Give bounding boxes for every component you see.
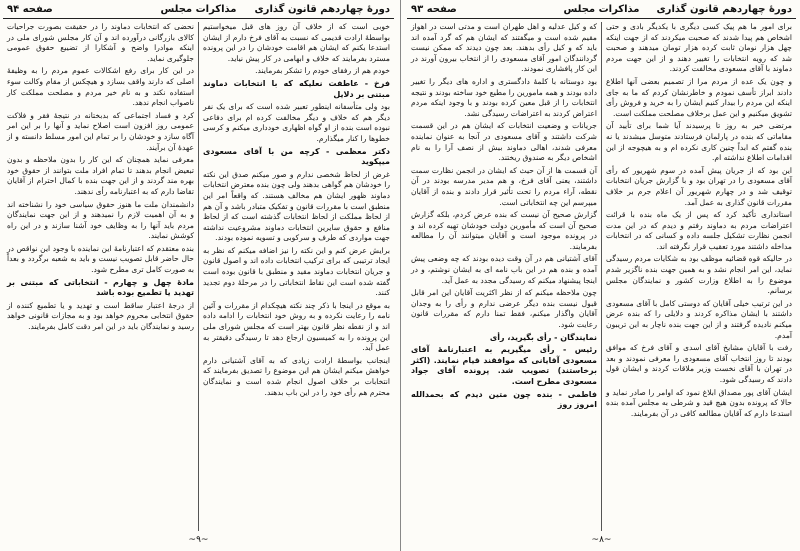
paragraph: چون ملاحظه میکنم که از نظر اکثریت آقایان این امر قابل قبول نیست بنده دیگر عرضی ندارم و رأی را به وجدان آقایان واگذار میکنم، فقط تمنا دارم که مقررات قانون رعایت شود. bbox=[411, 288, 597, 330]
page-93-body bbox=[407, 4, 796, 545]
paragraph: معرفی نماید همچنان که این کار را بدون ملاحظه و بدون تبعیض انجام بدهند تا تمام افراد ملت بتوانند از حقوق خود بهره مند گردند و از این جهت بنده با کمال احترام از آقایان تقاضا دارم که به اعتبارنامه رأی ندهند. bbox=[7, 155, 194, 196]
paragraph: نحضی که انتخابات دماوند را در حقیقت بصورت جراحیات کالای بازرگانی درآورده اند و آن کار مجلس شورای ملی در اینکه موادرا واضح و آشکارا از تضییع حقوق عمومی جلوگیری نماید. bbox=[7, 22, 194, 63]
paragraph: در این ترتیب خیلی آقایان که دوستی کامل با آقای مسعودی داشتند با ایشان مذاکره کردند و دلایلی را که بنده عرض میکنم نادیده گرفتند و از این جهت بنده ناچار به این تریبون آمدم. bbox=[606, 298, 792, 340]
paragraph: این بود که از جریان پیش آمده در سوم شهریور که رأی آقای مسعودی را در تهران بود و با گزارش جریان انتخابات توقیف شد و در چهارم شهریور آن اعلام جرم بر خلاف مقررات قانون گذاری به عمل آمد. bbox=[606, 165, 792, 207]
column-right bbox=[602, 22, 796, 531]
page-label: صفحه ۹۴ bbox=[7, 4, 53, 15]
book-title: مذاکرات مجلس bbox=[563, 4, 640, 15]
speaker-heading: فاطمی - بنده چون متین دیدم که بحمدالله امروز روز bbox=[411, 389, 597, 410]
paragraph: آقای آشتیانی هم در آن وقت دیده بودند که چه وضعی پیش آمده و بنده هم در این باب نامه ای به ایشان نوشتم، و در اینجا پیشنهاد میکنم که رسیدگی مجدد به عمل آید. bbox=[411, 254, 597, 285]
page-number: ~۹~ bbox=[188, 535, 209, 545]
paragraph: رفت با آقایان مشایخ آقای اسدی و آقای فرخ که موافق بودند تا روز انتخاب آقای مسعودی را معرفی نمودند و بعد در تهران با آقای نخست وزیر ملاقات کردند و ایشان قول دادند که رسیدگی شود. bbox=[606, 343, 792, 384]
running-head bbox=[407, 4, 796, 19]
page-93 bbox=[400, 0, 800, 551]
paragraph: آن قسمت ها از آن حیث که ایشان در انجمن نظارت سمت داشتند، یعنی آقای فرخ، و هم مدیر مدرسه بودند در آن نقطه، آراء مردم را تحت تأثیر قرار دادند و بنده از آقایان میپرسم این چه انتخاباتی است. bbox=[411, 165, 597, 207]
paragraph: در حالیکه قوه قضائیه موظف بود به شکایات مردم رسیدگی نماید، این امر انجام نشد و به همین جهت بنده ناگزیر شدم موضوع را به اطلاع وزارت کشور و نمایندگان مجلس برسانم. bbox=[606, 254, 792, 296]
page-94-body bbox=[3, 4, 394, 545]
text-columns bbox=[3, 22, 394, 531]
paragraph: بنده معتقدم که اعتبارنامهٔ این نماینده با وجود این نواقص در حال حاضر قابل تصویب نیست و باید به شعبه برگردد و بعداً به صورت کامل تری مطرح شود. bbox=[7, 243, 194, 275]
paragraph: برای امور ما هم پیک کسی دیگری با یکدیگر بادی و حتی اشخاص هم پیدا شدند که صحبت میکردند که از جهت اینکه چهل هزار نومان ثابت کرده هزار تومان میدهند و صحبت شد که رویه انتخابات را تغییر دهند و از این جهت مردم دماوند با آقای مسعودی مخالفت کردند. bbox=[606, 22, 792, 74]
paragraph: مرتضی خیر به روز تا پرسیدند آیا شما برای تأیید آن مقاماتی که بنده در پارلمان فرستادند متوسل میشدند یا نه بنده گفتم که ابداً چنین کاری نکرده ام و به هیچوجه از این اقدامات اطلاع نداشته ام. bbox=[606, 121, 792, 163]
column-right bbox=[199, 22, 394, 531]
session-title: دورهٔ چهاردهم قانون گذاری bbox=[254, 4, 390, 15]
speaker-heading: دکتر معظمی - کرچه من با آقای مسعودی میپکوید bbox=[203, 146, 390, 167]
running-head bbox=[3, 4, 394, 19]
paragraph: گزارش صحیح آن نیست که بنده عرض کردم، بلکه گزارش صحیح آن است که مأمورین دولت خودشان تهیه کرده اند و در پرونده موجود است و آقایان میتوانند آن را مطالعه بفرمایند. bbox=[411, 210, 597, 251]
paragraph: از درجهٔ اعتبار ساقط است و تهدید و یا تطمیع کننده از حقوق انتخابی محروم خواهد بود و به مجازات قانونی خواهد رسید و نمایندگان باید در این امر دقت کامل بفرمایند. bbox=[7, 300, 194, 332]
paragraph: و چون یک عده از مردم مرا از تصمیم بعضی آنها اطلاع دادند ابراز تأسف نمودم و خاطرنشان کردم که ما به جای اینکه این مردم را بیدار کنیم ایشان را به خرید و فروش رأی تشویق میکنیم و این عمل برخلاف مصلحت مملکت است. bbox=[606, 76, 792, 118]
paragraph: غرض از لحاظ شخصی ندارم و صور میکنم صدق این نکته را خودشان هم گواهی بدهند ولی چون بنده معترض انتخابات دماوند ظهور ایشان هم مخالف هستند. که واقعاً امر این منطبق است با مقررات قانون و تفکیک متبادر باشد و آن هم از لحاظ مملکت از لحاظ انتخابات گذشته است که از لحاظ منافع و حقوق سایرین انتخابات دماوند مشروعیت نداشته جهت مواردی که طرف و سرکوبی و تسویه نموده بودند. bbox=[203, 169, 390, 243]
paragraph: اینجانب بواسطهٔ ارادت زیادی که به آقای آشتیانی دارم خواهش میکنم ایشان هم این موضوع را تصدیق بفرمایند که انتخابات بر خلاف اصول انجام شده است و نمایندگان محترم هم رأی خود را در این باب بدهند. bbox=[203, 355, 390, 397]
paragraph: ایشان آقای پور مصداق ابلاغ نمود که اوامر را صادر نماید و حالا که پرونده بدون هیچ قید و شرطی به مجلس آمده بنده استدعا دارم که آقایان مطالعه کافی در آن بفرمایند. bbox=[606, 387, 792, 418]
paragraph: برایش عرض کنم و این نکته را نیز اضافه میکنم که نظر به ایجاد ترتیبی که برای ترکیب انتخابات داده اند و اصول قانون و جریان انتخابات دماوند مقید و منطبق با قانون بوده است گفته شده است این نقاط انتخاباتی را در مرحلهٔ دوم تجدید کنند. bbox=[203, 245, 390, 298]
page-label: صفحه ۹۳ bbox=[411, 4, 457, 15]
paragraph: بود دوستانه با کلمهٔ دادگستری و اداره های دیگر را تغییر داده بودند و همه مامورین را مطیع خود ساخته بودند و نتیجه انتخابات را از قبل معین کرده بودند و با وجود اینکه مردم اعتراض کردند به اعتراضات رسیدگی نشد. bbox=[411, 76, 597, 118]
paragraph: خودم هم از رفقای خودم را تشکر بفرمایند. bbox=[255, 66, 390, 76]
book-title: مذاکرات مجلس bbox=[160, 4, 237, 15]
paragraph: کرد و فساد اجتماعی که بدبختانه در نتیجهٔ فقر و فلاکت عمومی روز افزون است اصلاح نماید و آنها را بر این امر آگاه سازد و خودشان را بر تمام این امور مسلط دانسته و از عهدهٔ آن برآیند. bbox=[7, 110, 194, 152]
speaker-heading: رئیس - رأی میگیریم به اعتبارنامهٔ آقای مسعودی آقایانی که موافقند قیام نمایند. (اکثر برخاستند) تصویب شد. پرونده آقای جواد مسعودی مطرح است. bbox=[411, 345, 597, 386]
interjection-heading: نمایندگان - رأی بگیرید، رأی bbox=[489, 332, 597, 342]
speaker-heading: فرخ - عاطفت نعلیکه که با انتخابات دماوند مبتنی بر دلایل bbox=[203, 78, 390, 99]
paragraph: خوبی است که از خلاف آن روز های قبل میخواستیم بواسطهٔ ارادت قدیمی که نسبت به آقای فرخ دارم از ایشان استدعا بکنم که ایشان هم اقامت خودشان را در این پرونده مسترد بفرمایند که خلاف و ابهامی در کار پیش نیاید. bbox=[203, 22, 390, 63]
session-title: دورهٔ چهاردهم قانون گذاری bbox=[656, 4, 792, 15]
text-columns bbox=[407, 22, 796, 531]
paragraph: در این کار برای رفع اشکالات عموم مردم را به وظیفهٔ اصلی که دارند واقف بسازد و هیچکس از مقام وکالت سوء استفاده نکند و به نام خیر مردم و مصلحت مملکت کار ناصواب انجام ندهد. bbox=[7, 66, 194, 108]
paragraph: که و کیل عدلیه و اهل طهران است و مدتی است در اهواز مقیم شده است و میگفتند که ایشان هم که گرد آمده اند باید که و کیل رأی بدهند. بعد چون دیدند که ممکن نیست گردانندگان امور آقای مسعودی را از انتخاب بیرون آورند در این کار پافشاری نمودند. bbox=[411, 22, 597, 74]
column-left bbox=[407, 22, 602, 531]
page-number: ~۸~ bbox=[591, 535, 612, 545]
paragraph: بود ولی متأسفانه اینطور تعبیر شده است که برای یک نفر دیگر هم که خلاف و دیگر مخالفت کرده ام برای دفاعی نبوده است بنده از او گواه اظهاری خودداری میکنم و کرسی خطوها را کنار میگذارم. bbox=[203, 102, 390, 143]
paragraph: به موقع در اینجا با ذکر چند نکته هیچکدام از مقررات و آئین نامه را رعایت نکرده و به روش خود انتخابات را ادامه داده اند و از نقطه نظر قانون بهتر است که مجلس شورای ملی این پرونده را به کمیسیون ارجاع دهد تا رسیدگی دقیقتر به عمل آید. bbox=[203, 300, 390, 353]
column-left bbox=[3, 22, 199, 531]
paragraph: استانداری تأکید کرد که پس از یک ماه بنده با قرائت اعتراضات مردم به دماوند رفتم و دیدم که در این مدت انجمن نظارت تشکیل جلسه داده و کسانی که در انتخابات مداخله داشتند مورد تعقیب قرار نگرفته اند. bbox=[606, 210, 792, 251]
paragraph: جریانات و وضعیت انتخابات که ایشان هم در این قسمت شرکت داشتند و آقای مسعودی در آنجا به عنوان نماینده معرفی شدند، اهالی دماوند بیش از نصف آرا را به نام اشخاص دیگر به صندوق ریختند. bbox=[411, 121, 597, 163]
paragraph: دانشمندان ملت ما هنوز حقوق سیاسی خود را نشناخته اند و به آن اهمیت لازم را نمیدهند و از این جهت نمایندگان مردم باید آنها را به وظایف خود آشنا سازند و در این راه کوشش نمایند. bbox=[7, 199, 194, 241]
article-heading: مادهٔ چهل و چهارم - انتخاباتی که مبتنی بر تهدید یا تطمیع بوده باشد bbox=[7, 277, 194, 298]
